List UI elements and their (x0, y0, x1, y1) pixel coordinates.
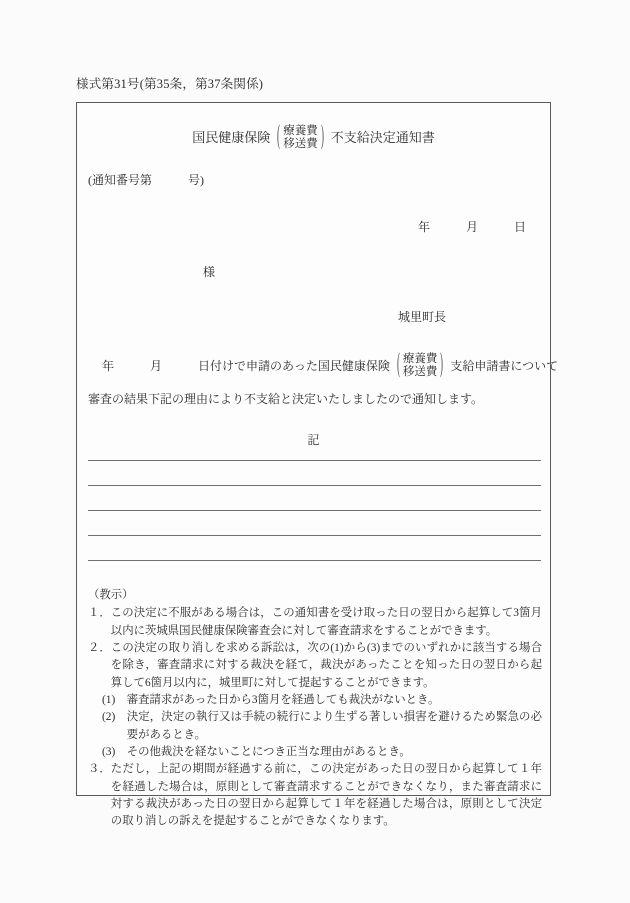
title-alternatives-group (275, 121, 326, 152)
instruction-text: この決定に不服がある場合は，この通知書を受け取った日の翌日から起算して3箇月以内に茨城県国民健康保険審査会に対して審査請求をすることができます。 (110, 607, 542, 637)
instruction-text: この決定の取り消しを求める訴訟は，次の(1)から(3)までのいずれかに該当する場合を除き，審査請求に対する裁決を経て，裁決があったことを知った日の翌日から起算して6箇月以内に，城里町に対して提起することができます。 (110, 641, 542, 689)
addressee-field[interactable]: 様 (203, 265, 216, 279)
form-frame-inner (77, 103, 559, 828)
instruction-item (88, 640, 542, 692)
blank-rule (88, 460, 541, 461)
blank-rule (88, 535, 541, 536)
form-number-label: 様式第31号(第35条，第37条関係) (76, 77, 264, 91)
blank-rule (88, 560, 541, 561)
instruction-sub-text: 審査請求があった日から3箇月を経過しても裁決がないとき。 (126, 693, 440, 706)
brace-left-icon: ( (277, 121, 281, 152)
instruction-marker: ３． (88, 763, 111, 776)
notice-number-field[interactable]: (通知番号第 号) (88, 173, 204, 187)
instructions-section (88, 587, 542, 831)
instruction-text: ただし，上記の期間が経過する前に，この決定があった日の翌日から起算して１年を経過した場合は，原則として審査請求することができなくなり，また審査請求に対する裁決があった日の翌日から起算して１年を経過した場合は，原則として決定の取り消しの訴えを提起することができなくなります。 (110, 763, 542, 828)
instruction-marker: １． (88, 607, 111, 620)
body-paragraph (88, 349, 559, 407)
title-alternatives (282, 125, 319, 151)
title-prefix: 国民健康保険 (192, 130, 271, 146)
body-line1-prefix: 年 月 日付けで申請のあった国民健康保険 (102, 359, 390, 374)
brace-right-icon: ) (320, 121, 324, 152)
reason-write-in-area[interactable] (88, 460, 541, 561)
body-alternatives (402, 353, 439, 379)
body-line1-suffix: 支給申請書について (450, 359, 559, 374)
record-marker: 記 (307, 433, 320, 447)
body-alternative-1: 療養費 (402, 353, 438, 365)
title-alternative-2: 移送費 (283, 137, 318, 150)
instruction-marker: ２． (88, 641, 111, 654)
instruction-sub-text: 決定，決定の執行又は手続の続行により生ずる著しい損害を避けるため緊急の必要があるとき。 (126, 711, 542, 741)
title-alternative-1: 療養費 (283, 125, 318, 137)
form-frame (76, 102, 559, 828)
instruction-sub-text: その他裁決を経ないことにつき正当な理由があるとき。 (126, 745, 411, 758)
instruction-item (88, 605, 542, 640)
issuer-label: 城里町長 (397, 310, 446, 324)
instruction-sub-marker: (1) (102, 693, 127, 706)
blank-rule (88, 485, 541, 486)
body-alternative-2: 移送費 (402, 365, 438, 378)
body-line-2: 審査の結果下記の理由により不支給と決定いたしましたので通知します。 (88, 391, 484, 406)
body-alternatives-group (395, 349, 446, 380)
body-brace-left-icon: ( (397, 349, 400, 380)
instruction-item (88, 761, 542, 830)
issue-date-field[interactable]: 年 月 日 (417, 220, 526, 234)
instruction-sub-item (88, 744, 542, 761)
instruction-sub-item (88, 709, 542, 744)
page-title (77, 121, 550, 152)
instruction-sub-item (88, 692, 542, 709)
body-line-1 (88, 349, 559, 380)
blank-rule (88, 510, 541, 511)
body-brace-right-icon: ) (440, 349, 444, 380)
title-suffix: 不支給決定通知書 (330, 130, 435, 146)
instruction-sub-marker: (3) (102, 745, 127, 758)
instruction-sub-marker: (2) (102, 711, 127, 724)
instructions-heading: （教示） (88, 589, 134, 601)
